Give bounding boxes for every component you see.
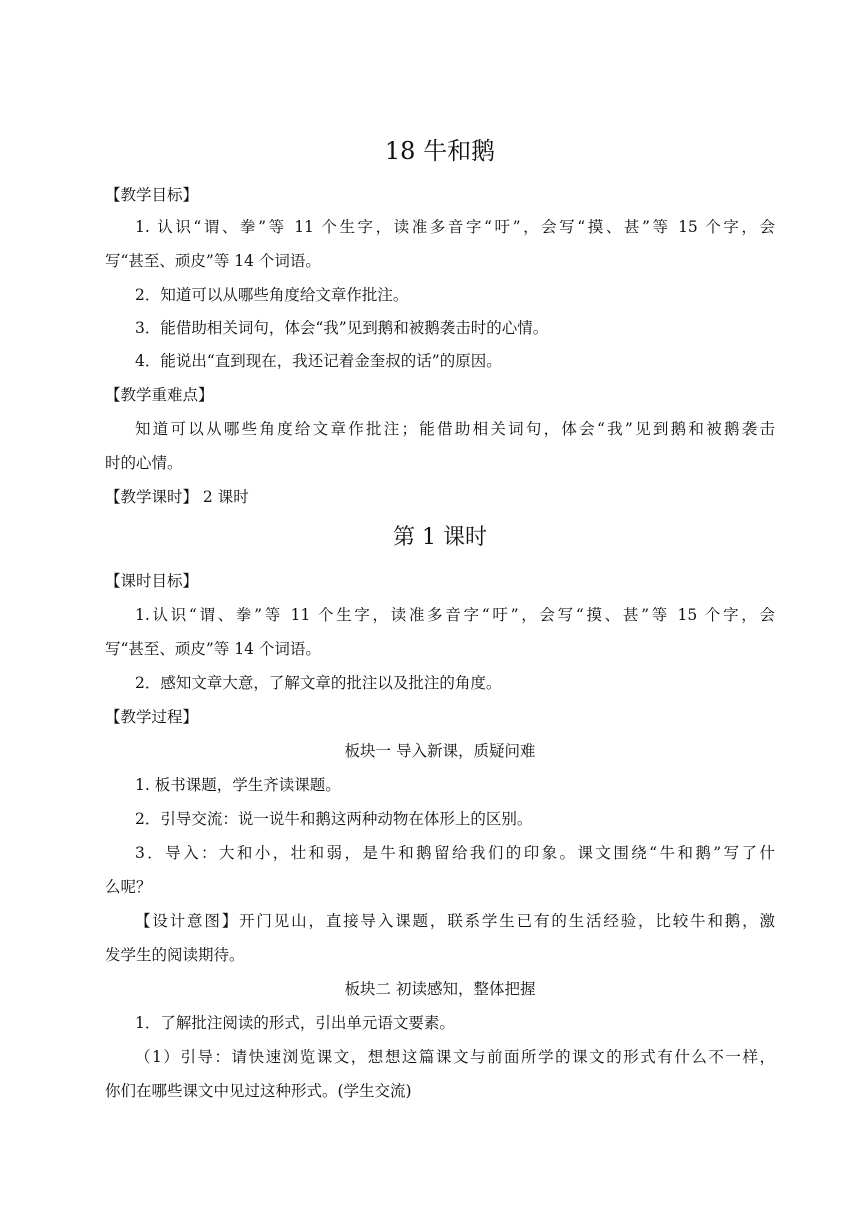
- process-heading: 【教学过程】: [105, 708, 199, 726]
- goal-line-3: 2．知道可以从哪些角度给文章作批注。: [135, 286, 409, 304]
- block2-title: 板块二 初读感知，整体把握: [344, 980, 536, 998]
- block1-title: 板块一 导入新课，质疑问难: [344, 742, 536, 760]
- lesson-title: 第 1 课时: [393, 525, 487, 550]
- block1-item-3-cont: 么呢？: [105, 878, 152, 896]
- block2-item-1: 1．了解批注阅读的形式，引出单元语文要素。: [135, 1014, 455, 1032]
- key-line-2: 时的心情。: [105, 454, 183, 472]
- goal-heading: 【教学目标】: [105, 186, 199, 204]
- key-heading: 【教学重难点】: [105, 386, 214, 404]
- page-title: 18 牛和鹅: [384, 137, 496, 165]
- lesson-goal-line-2: 写“甚至、顽皮”等 14 个词语。: [105, 640, 321, 658]
- design-intent-line-1: 【设计意图】开门见山，直接导入课题，联系学生已有的生活经验，比较牛和鹅，激: [135, 912, 775, 930]
- block2-item-2: （1）引导：请快速浏览课文，想想这篇课文与前面所学的课文的形式有什么不一样，: [135, 1048, 775, 1066]
- goal-line-2: 写“甚至、顽皮”等 14 个词语。: [105, 252, 321, 270]
- lesson-goal-line-1: 1.认识“谓、拳”等 11 个生字，读准多音字“吁”，会写“摸、甚”等 15 个字，会: [135, 606, 775, 624]
- block1-item-2: 2．引导交流：说一说牛和鹅这两种动物在体形上的区别。: [135, 810, 533, 828]
- lesson-goal-heading: 【课时目标】: [105, 572, 199, 590]
- design-intent-line-2: 发学生的阅读期待。: [105, 946, 245, 964]
- goal-line-1: 1. 认识“谓、拳”等 11 个生字，读准多音字“吁”，会写“摸、甚”等 15 个字，会: [135, 218, 775, 236]
- block2-item-2-cont: 你们在哪些课文中见过这种形式。(学生交流): [105, 1082, 412, 1100]
- lesson-goal-line-3: 2．感知文章大意，了解文章的批注以及批注的角度。: [135, 674, 502, 692]
- key-line-1: 知道可以从哪些角度给文章作批注；能借助相关词句，体会“我”见到鹅和被鹅袭击: [135, 420, 775, 438]
- hours-line: 【教学课时】 2 课时: [105, 488, 249, 506]
- block1-item-1: 1. 板书课题，学生齐读课题。: [135, 776, 341, 794]
- goal-line-4: 3．能借助相关词句，体会“我”见到鹅和被鹅袭击时的心情。: [135, 319, 549, 337]
- block1-item-3: 3．导入：大和小，壮和弱，是牛和鹅留给我们的印象。课文围绕“牛和鹅”写了什: [135, 844, 775, 862]
- goal-line-5: 4．能说出“直到现在，我还记着金奎叔的话”的原因。: [135, 352, 502, 370]
